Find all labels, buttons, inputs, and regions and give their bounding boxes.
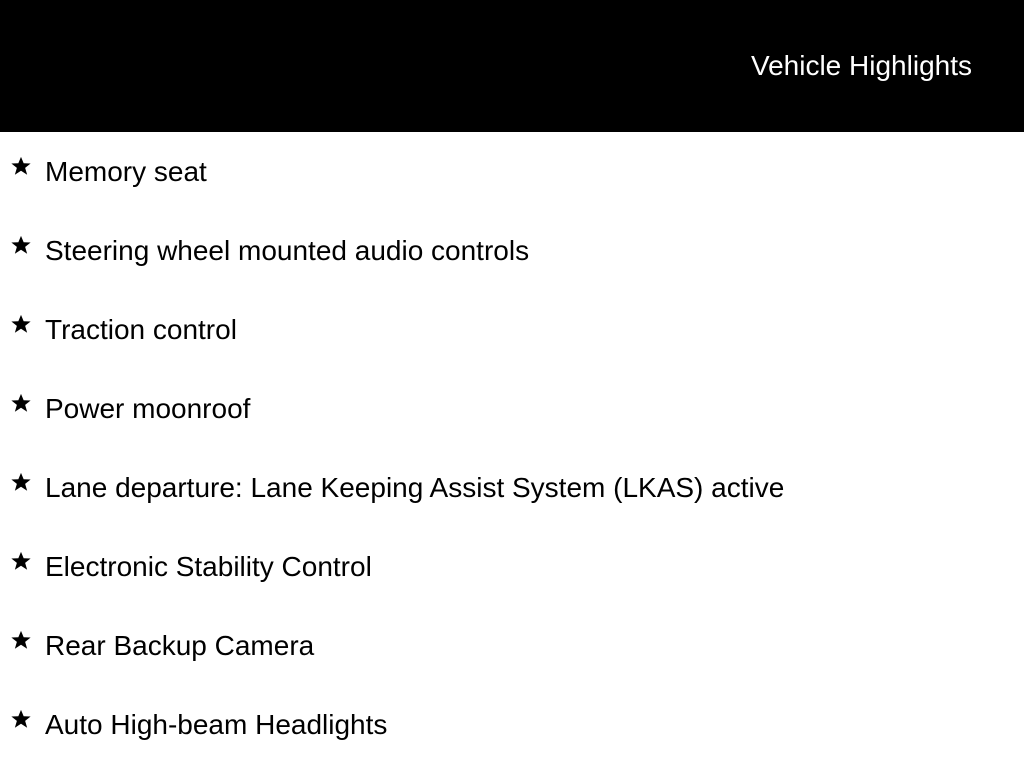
star-icon xyxy=(10,155,32,177)
list-item xyxy=(0,290,1024,369)
list-item-label: Steering wheel mounted audio controls xyxy=(45,235,530,266)
list-item-label: Lane departure: Lane Keeping Assist System (LKAS) active xyxy=(45,472,785,503)
star-icon xyxy=(10,392,32,414)
star-icon xyxy=(10,708,32,730)
list-item-label: Memory seat xyxy=(45,156,207,187)
list-item xyxy=(0,132,1024,211)
list-item xyxy=(0,606,1024,685)
highlights-list xyxy=(0,132,1024,764)
star-icon xyxy=(10,313,32,335)
list-item-label: Rear Backup Camera xyxy=(45,630,315,661)
list-item xyxy=(0,685,1024,764)
list-item xyxy=(0,211,1024,290)
star-icon xyxy=(10,550,32,572)
list-item xyxy=(0,448,1024,527)
page-header xyxy=(0,0,1024,132)
list-item-label: Power moonroof xyxy=(45,393,251,424)
list-item-label: Traction control xyxy=(45,314,237,345)
list-item xyxy=(0,527,1024,606)
star-icon xyxy=(10,234,32,256)
list-item xyxy=(0,369,1024,448)
list-item-label: Auto High-beam Headlights xyxy=(45,709,388,740)
star-icon xyxy=(10,629,32,651)
star-icon xyxy=(10,471,32,493)
page-title: Vehicle Highlights xyxy=(750,50,972,81)
list-item-label: Electronic Stability Control xyxy=(45,551,372,582)
